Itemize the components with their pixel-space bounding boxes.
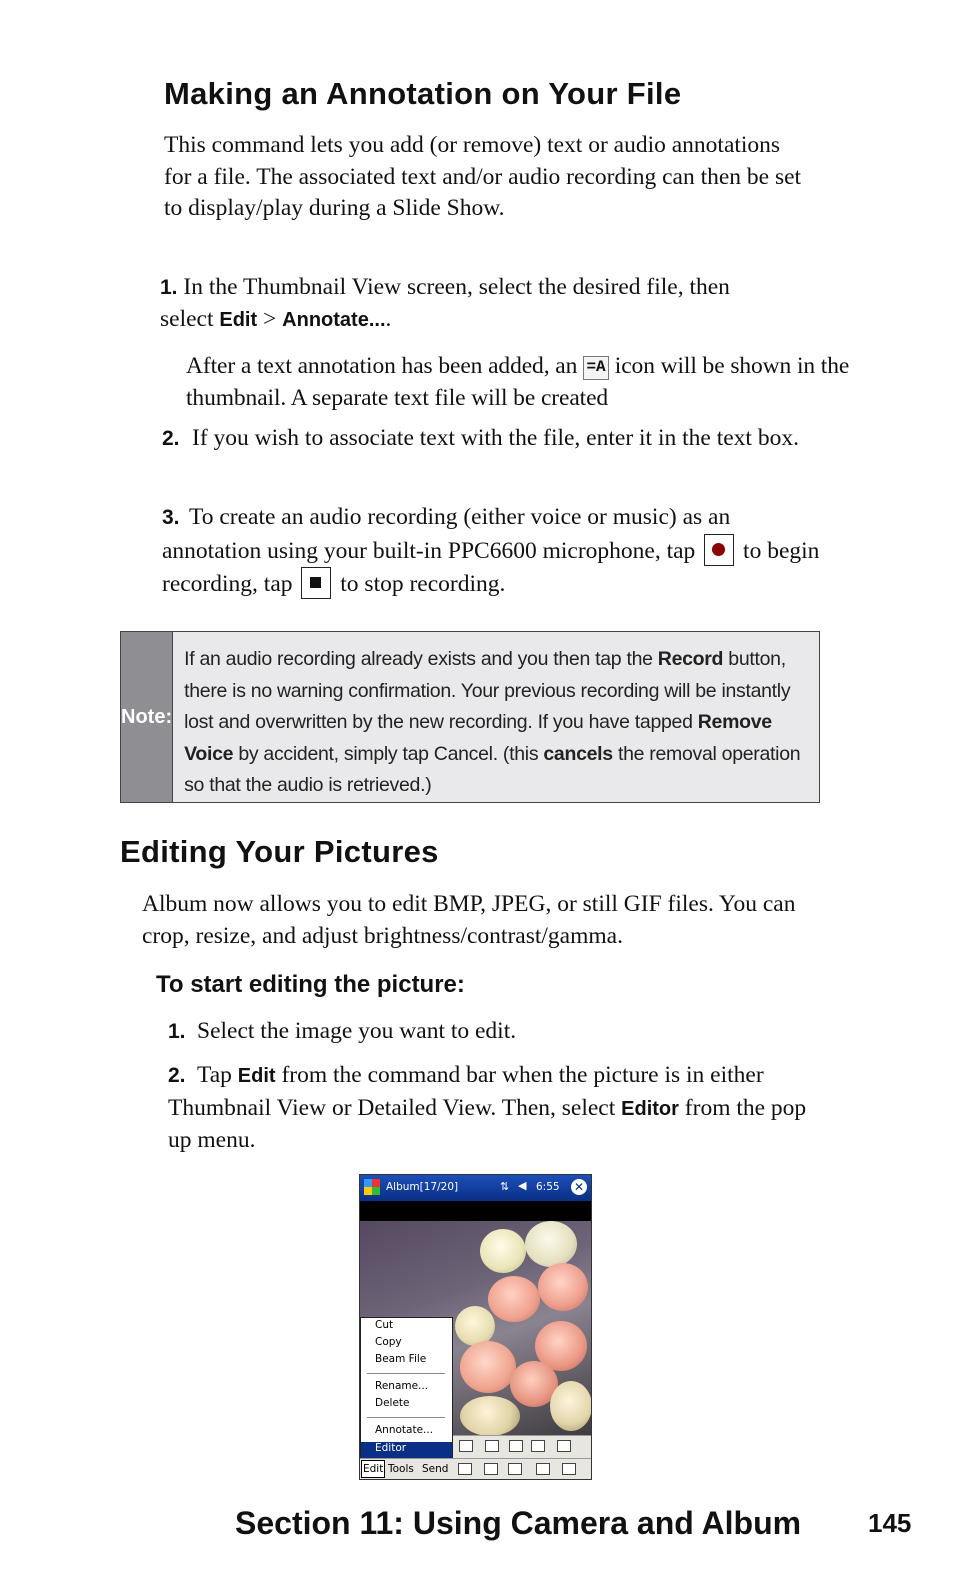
annotation-step-2 — [162, 423, 822, 455]
step-text-mid: to begin recording, tap — [162, 537, 820, 597]
speaker-icon: ◀ — [518, 1179, 527, 1192]
annotation-note-text — [186, 351, 851, 414]
menu-item-rename[interactable]: Rename... — [375, 1380, 429, 1392]
editor-ref: Editor — [621, 1097, 679, 1120]
info-icon[interactable] — [557, 1440, 571, 1452]
record-ref: Record — [657, 648, 724, 670]
slideshow-icon[interactable] — [508, 1463, 522, 1475]
editing-step-1 — [168, 1016, 808, 1048]
editing-subheading: To start editing the picture: — [156, 971, 465, 998]
command-bar — [360, 1458, 591, 1480]
editing-step-2 — [168, 1060, 818, 1157]
step-text: Tap — [197, 1062, 238, 1088]
step-number: 2. — [168, 1064, 186, 1087]
keyboard-icon[interactable] — [562, 1463, 576, 1475]
step-number: 1. — [168, 1020, 186, 1043]
album-screenshot — [359, 1174, 592, 1480]
step-text-end: to stop recording. — [334, 571, 506, 597]
app-title: Album[17/20] — [386, 1181, 459, 1193]
zoom-out-icon[interactable] — [509, 1440, 523, 1452]
clock-time: 6:55 — [536, 1181, 560, 1193]
record-icon — [704, 534, 734, 566]
note-label: Note: — [121, 632, 173, 802]
menu-item-editor[interactable]: Editor — [375, 1442, 407, 1454]
text-annotation-icon: =A — [583, 356, 609, 380]
section-heading-editing: Editing Your Pictures — [120, 834, 439, 869]
step-text: If you wish to associate text with the file, enter it in the text box. — [192, 425, 799, 451]
menu-item-copy[interactable]: Copy — [375, 1336, 402, 1348]
step-number: 2. — [162, 427, 180, 450]
step-text: In the Thumbnail View screen, select the desired file, then select — [160, 274, 730, 332]
editing-intro: Album now allows you to edit BMP, JPEG, or still GIF files. You can crop, resize, and adjust brightness/contrast/gamma. — [142, 891, 796, 949]
annotation-step-3 — [162, 502, 822, 601]
zoom-in-icon[interactable] — [485, 1440, 499, 1452]
menu-item-cut[interactable]: Cut — [375, 1319, 394, 1331]
note-box — [120, 631, 820, 803]
step-text: To create an audio recording (either voice or music) as an annotation using your built-in PPC6600 microphone, tap — [162, 504, 731, 564]
title-bar — [360, 1175, 591, 1201]
step-text-end: from the pop up menu. — [168, 1094, 807, 1153]
step-number: 3. — [162, 506, 180, 529]
page-number: 145 — [868, 1508, 912, 1538]
close-icon[interactable]: ✕ — [571, 1179, 587, 1195]
command-tools[interactable]: Tools — [388, 1463, 414, 1475]
edit-icon[interactable] — [536, 1463, 550, 1475]
edit-popup-menu — [360, 1317, 453, 1458]
menu-item-annotate[interactable]: Annotate... — [375, 1424, 434, 1436]
command-send[interactable]: Send — [422, 1463, 449, 1475]
menu-edit-ref: Edit — [219, 308, 258, 331]
section-heading-annotation: Making an Annotation on Your File — [164, 76, 682, 111]
command-edit[interactable]: Edit — [361, 1460, 385, 1478]
cancels-ref: cancels — [543, 742, 613, 765]
step-text: Select the image you want to edit. — [197, 1018, 517, 1044]
step-number: 1. — [160, 276, 178, 299]
rotate-icon[interactable] — [459, 1440, 473, 1452]
view-icon[interactable] — [531, 1440, 545, 1452]
grid-icon[interactable] — [484, 1463, 498, 1475]
annotation-intro: This command lets you add (or remove) text or audio annotations for a file. The associated text and/or audio recording can then be set to display/play during a Slide Show. — [164, 132, 802, 221]
edit-ref: Edit — [237, 1065, 276, 1087]
step-text-end: . — [385, 305, 392, 332]
footer-section-title: Section 11: Using Camera and Album — [235, 1505, 802, 1541]
remove-voice-ref: Remove Voice — [184, 711, 772, 765]
thumbnail-toolbar — [453, 1435, 592, 1458]
menu-item-beam-file[interactable]: Beam File — [375, 1353, 427, 1365]
after-text-post: icon will be shown in the thumbnail. A separate text file will be created — [186, 353, 850, 411]
menu-item-delete[interactable]: Delete — [375, 1397, 410, 1409]
note-text: If an audio recording already exists and you then tap the Record button, there is no warning confirmation. Your previous recording will be instantly lost and overwritten by the new recording. If you have tapped Remove Voice by accident, simply tap Cancel. (this cancels the removal operation so that the audio is retrieved.) — [184, 648, 801, 796]
stop-icon — [301, 567, 331, 599]
menu-annotate-ref: Annotate... — [282, 308, 386, 331]
step-separator: > — [257, 305, 283, 332]
step-text-mid: from the command bar when the picture is in either Thumbnail View or Detailed View. Then, select — [168, 1062, 764, 1121]
windows-start-icon[interactable] — [364, 1179, 380, 1195]
sort-icon[interactable] — [458, 1463, 472, 1475]
annotation-step-1 — [160, 272, 740, 336]
signal-icon: ⇅ — [500, 1180, 510, 1193]
after-text-pre: After a text annotation has been added, an — [186, 353, 584, 379]
